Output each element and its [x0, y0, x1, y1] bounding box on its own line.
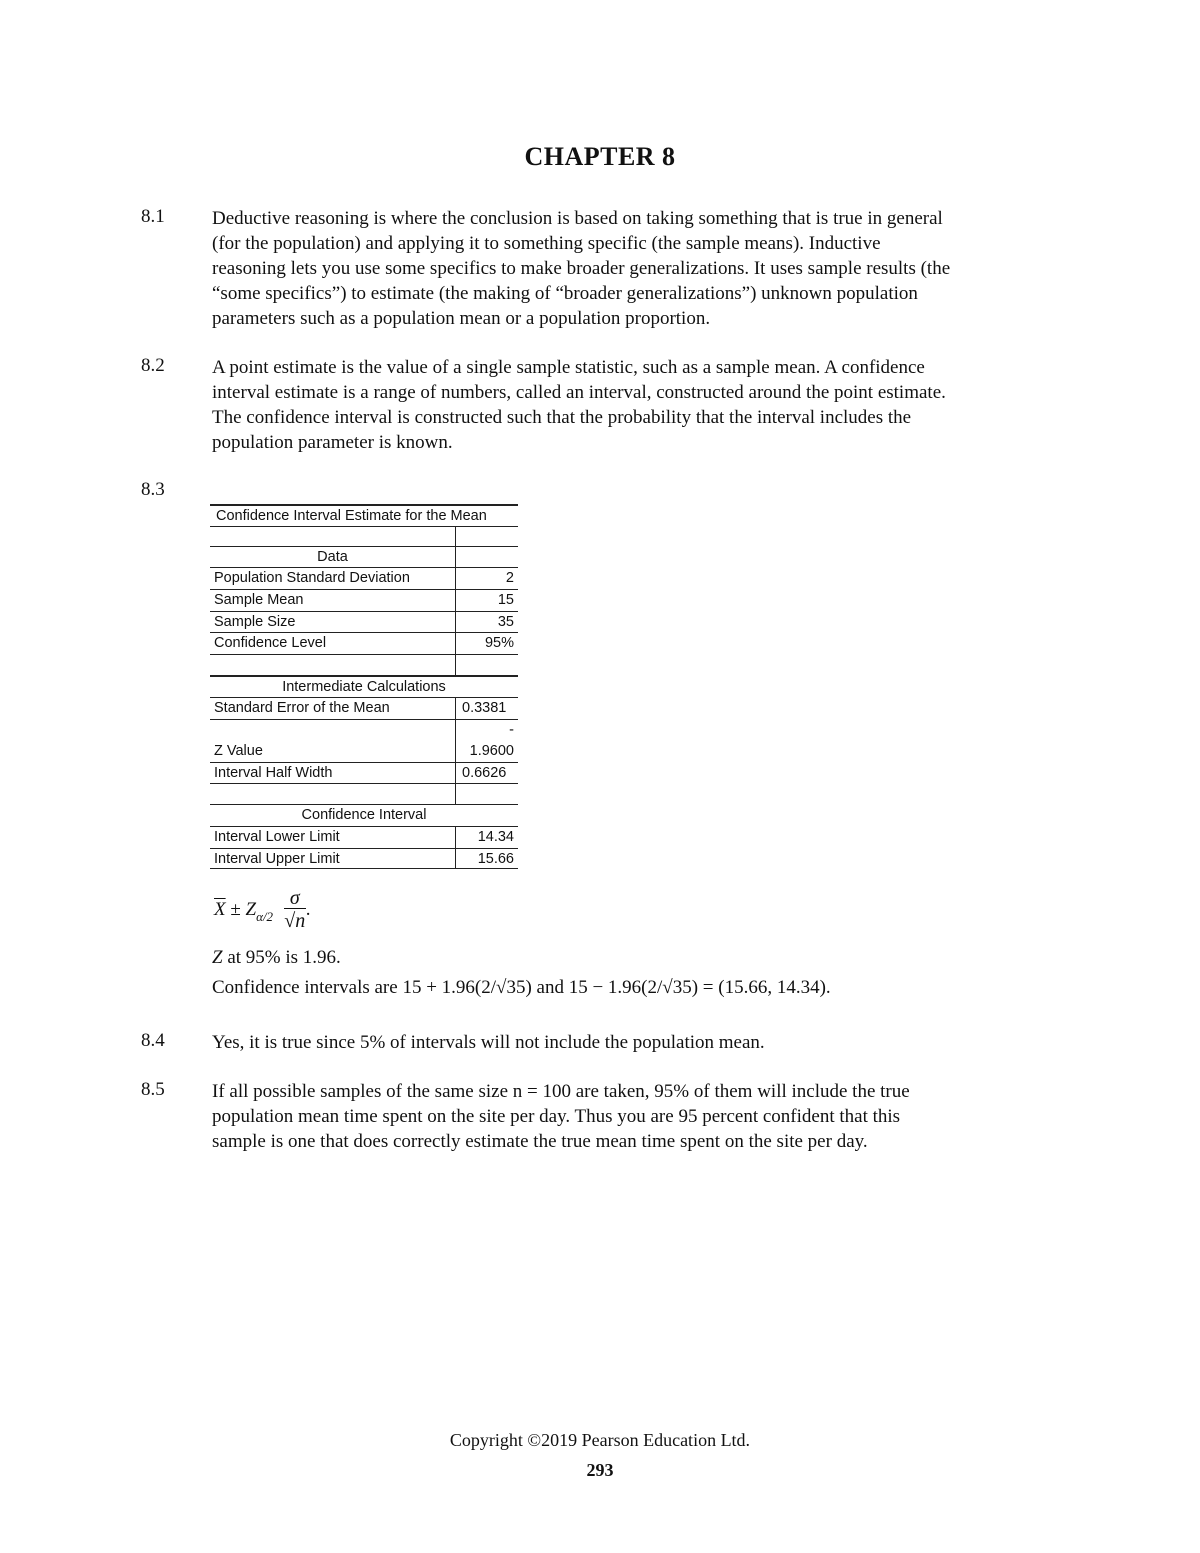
data-header-row — [210, 546, 518, 568]
text-line: sample is one that does correctly estimate the true mean time spent on the site per day. — [212, 1131, 868, 1152]
table-row — [210, 611, 518, 633]
text-line: parameters such as a population mean or a population proportion. — [212, 308, 711, 329]
table-title: Confidence Interval Estimate for the Mean — [216, 508, 487, 524]
row-label: Interval Upper Limit — [210, 849, 456, 869]
denominator: √n — [284, 910, 306, 932]
sigma-over-root-n — [284, 888, 306, 933]
item-text-8-5 — [212, 1079, 1072, 1154]
row-label: Confidence Level — [210, 633, 456, 654]
z-line — [212, 945, 1072, 970]
row-label: Z Value — [210, 720, 456, 762]
row-label: Interval Lower Limit — [210, 827, 456, 848]
z-symbol: Z — [245, 898, 257, 920]
ci-header: Confidence Interval — [301, 807, 427, 824]
table-row — [210, 697, 518, 719]
numerator: σ — [284, 888, 306, 909]
text-line: population mean time spent on the site per day. Thus you are 95 percent confident that this — [212, 1106, 901, 1127]
ci-line: Confidence intervals are 15 + 1.96(2/√35) and 15 − 1.96(2/√35) = (15.66, 14.34). — [212, 977, 831, 998]
data-header: Data — [210, 547, 456, 568]
text-line: The confidence interval is constructed such that the probability that the interval includes the — [212, 407, 912, 428]
table-row — [210, 632, 518, 654]
item-number-8-2: 8.2 — [141, 355, 165, 376]
x-bar: $\overline{X}$ — [214, 898, 226, 920]
text-line: “some specifics”) to estimate (the making of “broader generalizations”) unknown population — [212, 283, 918, 304]
row-label: Interval Half Width — [210, 763, 456, 784]
ci-header-row — [210, 804, 518, 826]
z-dash: - — [509, 721, 514, 738]
text-line: If all possible samples of the same size n = 100 are taken, 95% of them will include the true — [212, 1081, 910, 1102]
row-label: Sample Size — [210, 612, 456, 633]
text-line: (for the population) and applying it to something specific (the sample means). Inductive — [212, 233, 881, 254]
alpha-subscript: α/2 — [256, 908, 274, 924]
row-value: 0.3381 — [462, 699, 507, 716]
row-value: 35 — [497, 613, 514, 630]
row-value: 14.34 — [477, 828, 514, 845]
row-label: Population Standard Deviation — [210, 568, 456, 589]
text-line: population parameter is known. — [212, 432, 453, 453]
row-value: 15 — [497, 592, 514, 609]
row-value: 95% — [484, 635, 514, 652]
copyright: Copyright ©2019 Pearson Education Ltd. — [449, 1430, 751, 1450]
z-line-text: at 95% is 1.96. — [222, 947, 341, 968]
table-row — [210, 762, 518, 784]
intermediate-header: Intermediate Calculations — [282, 679, 446, 696]
chapter-title: CHAPTER 8 — [524, 142, 676, 171]
row-value: 15.66 — [477, 850, 514, 867]
plus-minus: ± — [230, 898, 241, 920]
text-line: Deductive reasoning is where the conclusion is based on taking something that is true in general — [212, 208, 943, 229]
row-value: 1.9600 — [469, 742, 514, 759]
table-row — [210, 826, 518, 848]
intermediate-header-row — [210, 675, 518, 697]
table-row — [210, 589, 518, 611]
item-number-8-5: 8.5 — [141, 1079, 165, 1100]
item-number-8-3: 8.3 — [141, 479, 165, 500]
table-row — [210, 719, 518, 762]
z-letter: Z — [212, 947, 223, 968]
table-row — [210, 567, 518, 589]
item-text-8-1 — [212, 206, 1072, 331]
table-title-row — [210, 504, 518, 526]
confidence-interval-table — [210, 504, 518, 869]
item-number-8-1: 8.1 — [141, 206, 165, 227]
empty-row — [210, 654, 518, 675]
z-value-cell — [456, 720, 518, 762]
row-value: 2 — [505, 570, 514, 587]
row-label: Standard Error of the Mean — [210, 698, 456, 719]
table-row — [210, 848, 518, 870]
ci-formula — [214, 888, 310, 933]
row-label: Sample Mean — [210, 590, 456, 611]
text-line: interval estimate is a range of numbers, called an interval, constructed around the point estimate. — [212, 382, 946, 403]
text-line: reasoning lets you use some specifics to make broader generalizations. It uses sample results (the — [212, 258, 951, 279]
empty-row — [210, 783, 518, 804]
formula-end: . — [305, 898, 311, 920]
empty-row — [210, 526, 518, 546]
row-value: 0.6626 — [462, 764, 507, 781]
text-line: A point estimate is the value of a single sample statistic, such as a sample mean. A confidence — [212, 357, 925, 378]
item-text-8-2 — [212, 355, 1072, 455]
item-number-8-4: 8.4 — [141, 1030, 165, 1051]
page-number: 293 — [586, 1460, 614, 1480]
item-text-8-4: Yes, it is true since 5% of intervals will not include the population mean. — [212, 1032, 765, 1053]
